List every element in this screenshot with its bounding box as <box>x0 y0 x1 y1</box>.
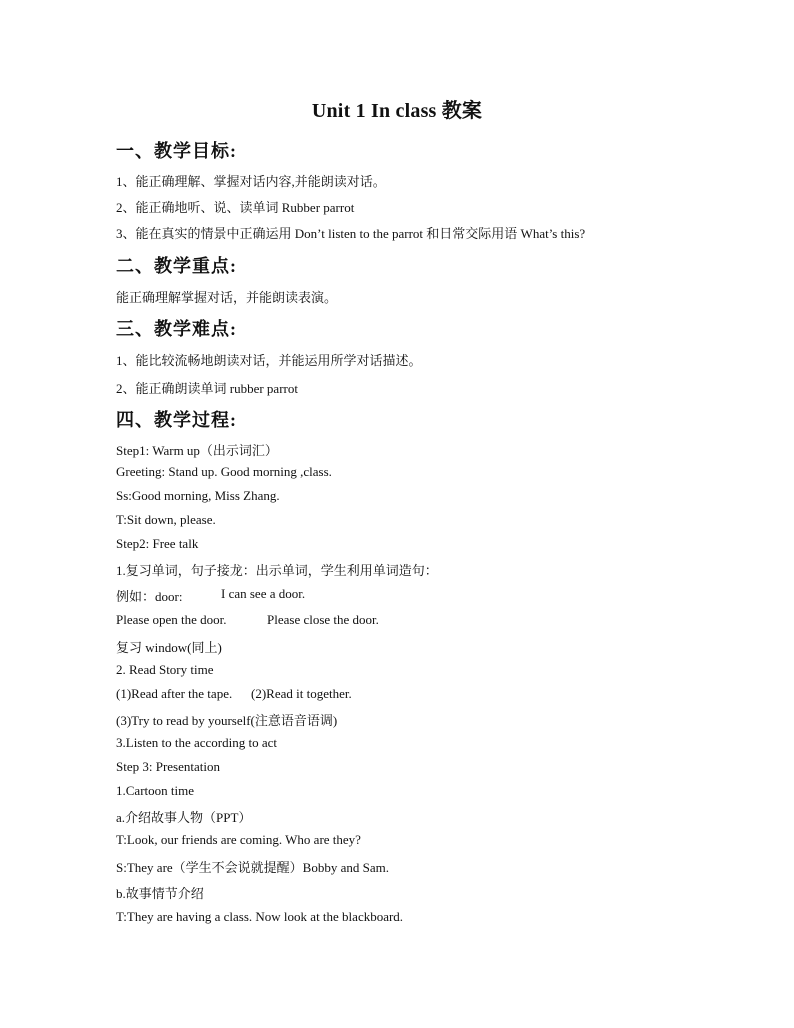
process-line-plot-intro: b.故事情节介绍 <box>116 886 204 901</box>
key-point-line-1: 能正确理解掌握对话，并能朗读表演。 <box>116 290 338 305</box>
difficulty-line-1: 1、能比较流畅地朗读对话，并能运用所学对话描述。 <box>116 353 422 368</box>
process-line-close-door: Please close the door. <box>267 612 379 627</box>
process-line-read-after-tape: (1)Read after the tape. <box>116 686 233 701</box>
process-line-they-are: S:They are（学生不会说就提醒）Bobby and Sam. <box>116 860 389 875</box>
process-line-cartoon-time: 1.Cartoon time <box>116 783 194 798</box>
process-line-blackboard: T:They are having a class. Now look at the blackboard. <box>116 909 404 924</box>
section-heading-difficulties: 三、教学难点: <box>116 319 237 339</box>
objective-line-3: 3、能在真实的情景中正确运用 Don’t listen to the parrot 和日常交际用语 What’s this? <box>116 226 586 241</box>
process-line-step1: Step1: Warm up（出示词汇） <box>116 443 278 458</box>
section-heading-key-points: 二、教学重点: <box>116 256 237 276</box>
process-line-ss-reply: Ss:Good morning, Miss Zhang. <box>116 488 280 503</box>
process-line-introduce-characters: a.介绍故事人物（PPT） <box>116 810 252 825</box>
process-line-example-sentence: I can see a door. <box>221 586 306 601</box>
process-line-read-yourself: (3)Try to read by yourself(注意语音语调) <box>116 713 338 728</box>
section-heading-objectives: 一、教学目标: <box>116 141 237 161</box>
process-line-greeting: Greeting: Stand up. Good morning ,class. <box>116 464 332 479</box>
process-line-read-story: 2. Read Story time <box>116 662 214 677</box>
process-line-example-door: 例如：door: <box>116 589 183 604</box>
process-line-sit-down: T:Sit down, please. <box>116 512 216 527</box>
process-line-listen-act: 3.Listen to the according to act <box>116 735 278 750</box>
section-heading-process: 四、教学过程: <box>116 410 237 430</box>
process-line-step2: Step2: Free talk <box>116 536 199 551</box>
objective-line-1: 1、能正确理解、掌握对话内容,并能朗读对话。 <box>116 174 386 189</box>
process-line-step3: Step 3: Presentation <box>116 759 220 774</box>
difficulty-line-2: 2、能正确朗读单词 rubber parrot <box>116 381 298 396</box>
process-line-friends-coming: T:Look, our friends are coming. Who are they? <box>116 832 361 847</box>
process-line-review-words: 1.复习单词，句子接龙：出示单词，学生利用单词造句： <box>116 563 438 578</box>
process-line-open-door: Please open the door. <box>116 612 227 627</box>
process-line-review-window: 复习 window(同上) <box>116 640 222 655</box>
process-line-read-together: (2)Read it together. <box>251 686 352 701</box>
document-title: Unit 1 In class 教案 <box>311 100 483 122</box>
objective-line-2: 2、能正确地听、说、读单词 Rubber parrot <box>116 200 355 215</box>
